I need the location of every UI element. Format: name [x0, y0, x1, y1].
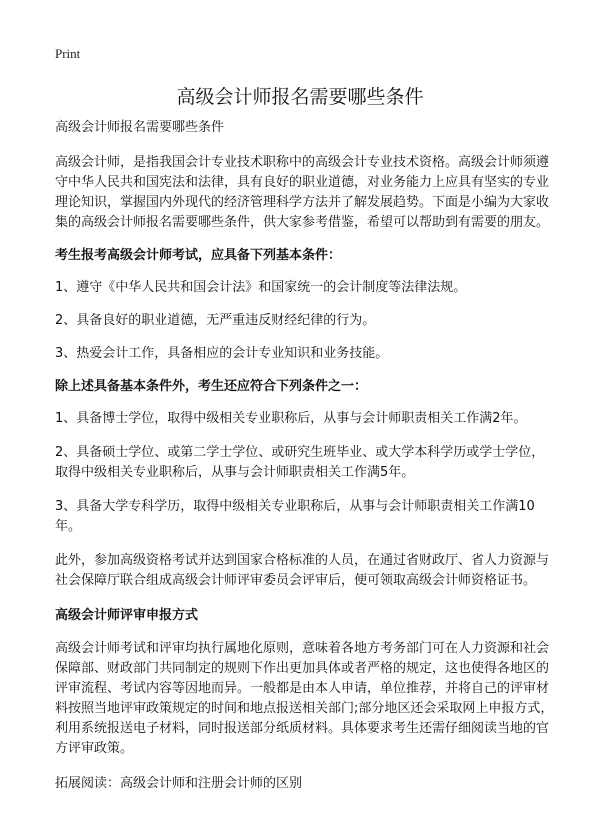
- extra-condition-item: 3、具备大学专科学历，取得中级相关专业职称后，从事与会计师职责相关工作满10年。: [55, 499, 535, 534]
- review-method-paragraph: 高级会计师考试和评审均执行属地化原则，意味着各地方考务部门可在人力资源和社会保障部、财政部门共同制定的规则下作出更加具体或者严格的规定，这也使得各地区的评审流程、考试内容等因地而异。一般都是由本人申请，单位推荐，并将自己的评审材料按照当地评审政策规定的时间和地点报送相关部门;部分地区还会采取网上申报方式，利用系统报送电子材料，同时报送部分纸质材料。具体要求考生还需仔细阅读当地的官方评审政策。: [55, 641, 554, 756]
- extra-condition-item: 1、具备博士学位，取得中级相关专业职称后，从事与会计师职责相关工作满2年。: [55, 411, 527, 426]
- print-link[interactable]: Print: [55, 46, 81, 61]
- page-title: 高级会计师报名需要哪些条件: [176, 86, 424, 108]
- basic-condition-item: 1、遵守《中华人民共和国会计法》和国家统一的会计制度等法律法规。: [55, 280, 467, 295]
- review-method-heading: 高级会计师评审申报方式: [55, 608, 199, 623]
- article-body: [55, 118, 555, 794]
- intro-paragraph: 高级会计师，是指我国会计专业技术职称中的高级会计专业技术资格。高级会计师须遵守中华人民共和国宪法和法律，具有良好的职业道德，对业务能力上应具有坚实的专业理论知识，掌握国内外现代的经济管理科学方法并了解发展趋势。下面是小编为大家收集的高级会计师报名需要哪些条件，供大家参考借鉴，希望可以帮助到有需要的朋友。: [55, 155, 550, 230]
- basic-conditions-heading: 考生报考高级会计师考试，应具备下列基本条件：: [55, 248, 342, 263]
- basic-condition-item: 2、具备良好的职业道德，无严重违反财经纪律的行为。: [55, 313, 376, 328]
- extra-conditions-heading: 除上述具备基本条件外，考生还应符合下列条件之一：: [55, 379, 368, 394]
- article-subtitle: 高级会计师报名需要哪些条件: [55, 120, 225, 135]
- extra-condition-item: 2、具备硕士学位、或第二学士学位、或研究生班毕业、或大学本科学历或学士学位，取得中级相关专业职称后，从事与会计师职责相关工作满5年。: [55, 445, 545, 480]
- basic-condition-item: 3、热爱会计工作，具备相应的会计专业知识和业务技能。: [55, 346, 389, 361]
- extended-reading-link[interactable]: 拓展阅读：高级会计师和注册会计师的区别: [55, 776, 303, 791]
- certificate-paragraph: 此外，参加高级资格考试并达到国家合格标准的人员，在通过省财政厅、省人力资源与社会保障厅联合组成高级会计师评审委员会评审后，便可领取高级会计师资格证书。: [55, 553, 550, 588]
